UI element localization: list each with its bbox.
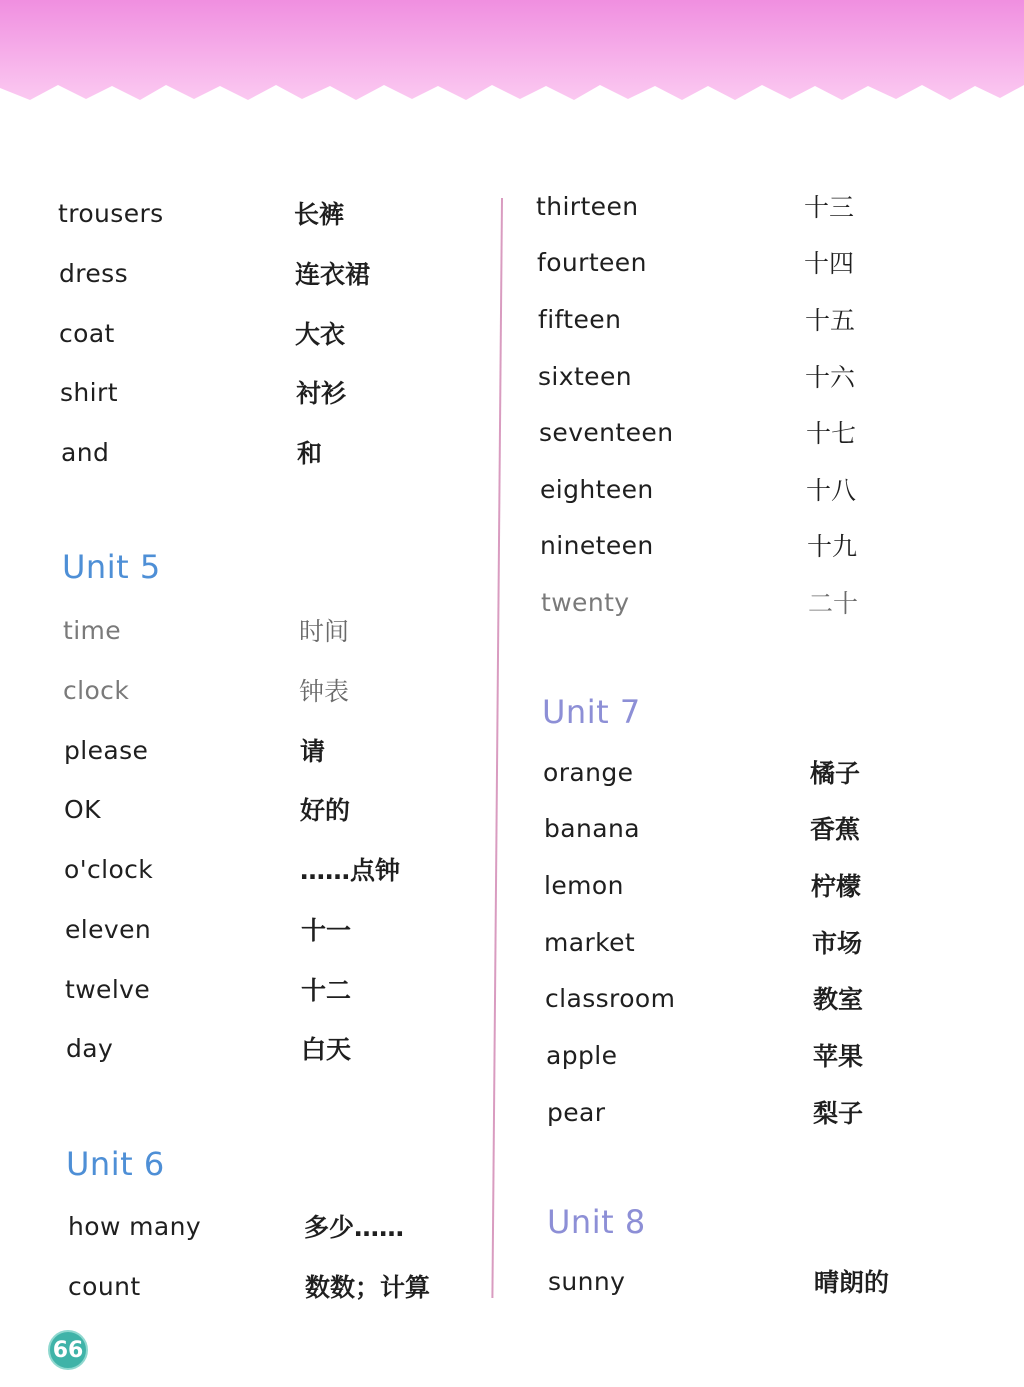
word-row	[538, 299, 856, 339]
unit-heading: Unit 7	[542, 693, 641, 731]
word-row	[64, 789, 351, 829]
word-english: twenty	[541, 587, 630, 617]
word-english: coat	[59, 318, 115, 348]
word-chinese: 十三	[804, 193, 855, 222]
word-english: pear	[547, 1097, 606, 1127]
word-chinese: 白天	[301, 1035, 352, 1064]
word-chinese: 十一	[301, 916, 352, 945]
word-chinese: 十九	[807, 532, 858, 561]
word-chinese: 梨子	[813, 1099, 864, 1128]
word-row	[65, 909, 352, 949]
word-row	[63, 670, 350, 710]
word-row	[63, 610, 350, 650]
word-english: sunny	[548, 1266, 626, 1296]
word-chinese: 十七	[806, 419, 857, 448]
word-english: OK	[64, 794, 101, 824]
word-english: classroom	[545, 983, 676, 1013]
word-row	[539, 412, 857, 452]
word-row	[547, 1092, 864, 1132]
word-chinese: 苹果	[813, 1042, 864, 1071]
word-english: shirt	[60, 377, 118, 407]
word-english: sixteen	[538, 361, 632, 391]
word-english: twelve	[65, 974, 151, 1004]
word-chinese: 柠檬	[811, 872, 862, 901]
word-row	[68, 1206, 405, 1246]
word-chinese: 十八	[806, 476, 857, 505]
word-row	[544, 808, 861, 848]
word-chinese: 市场	[812, 929, 863, 958]
word-chinese: ……点钟	[300, 856, 401, 885]
word-chinese: 十五	[805, 306, 856, 335]
word-row	[64, 849, 401, 889]
word-chinese: 大衣	[295, 320, 346, 349]
word-english: lemon	[544, 870, 624, 900]
word-english: seventeen	[539, 417, 674, 447]
word-english: eighteen	[540, 474, 654, 504]
word-english: trousers	[58, 198, 164, 228]
word-english: banana	[544, 813, 640, 843]
word-chinese: 和	[297, 439, 323, 468]
word-chinese: 二十	[808, 589, 859, 618]
word-english: eleven	[65, 914, 152, 944]
word-row	[544, 922, 863, 962]
unit-heading: Unit 8	[547, 1203, 646, 1241]
word-english: fourteen	[537, 247, 647, 277]
word-english: how many	[68, 1211, 202, 1241]
word-chinese: 香蕉	[810, 815, 861, 844]
word-row	[61, 432, 323, 472]
word-english: count	[68, 1271, 141, 1301]
word-row	[537, 242, 855, 282]
word-row	[66, 1028, 352, 1068]
word-english: o'clock	[64, 854, 154, 884]
word-chinese: 教室	[813, 985, 864, 1014]
word-english: clock	[63, 675, 130, 705]
word-row	[64, 730, 326, 770]
word-chinese: 晴朗的	[814, 1268, 890, 1297]
word-english: dress	[59, 258, 129, 288]
word-chinese: 连衣裙	[295, 260, 371, 289]
word-row	[548, 1261, 890, 1301]
word-english: market	[544, 927, 636, 957]
column-divider	[491, 198, 502, 1298]
word-chinese: 十六	[805, 363, 856, 392]
word-chinese: 衬衫	[296, 379, 347, 408]
word-row	[544, 865, 862, 905]
right-column	[512, 0, 982, 1387]
word-chinese: 橘子	[810, 759, 861, 788]
word-english: fifteen	[538, 304, 622, 334]
word-row	[546, 1035, 864, 1075]
word-english: time	[63, 615, 122, 645]
word-chinese: 数数；计算	[305, 1273, 431, 1302]
word-chinese: 钟表	[299, 677, 350, 706]
word-row	[541, 582, 859, 622]
page-number-badge: 66	[48, 1330, 88, 1370]
word-row	[545, 978, 864, 1018]
word-row	[540, 525, 858, 565]
word-english: day	[66, 1033, 114, 1063]
word-english: and	[61, 437, 110, 467]
left-column	[0, 0, 470, 1387]
word-row	[58, 193, 345, 233]
word-row	[60, 372, 347, 412]
word-english: thirteen	[536, 191, 639, 221]
word-row	[540, 469, 857, 509]
word-english: apple	[546, 1040, 618, 1070]
word-row	[65, 969, 352, 1009]
word-row	[59, 253, 371, 293]
word-row	[59, 313, 346, 353]
unit-heading: Unit 5	[62, 548, 161, 586]
word-chinese: 十二	[301, 976, 352, 1005]
word-row	[68, 1266, 431, 1306]
word-english: nineteen	[540, 530, 654, 560]
word-chinese: 时间	[299, 617, 350, 646]
word-row	[536, 186, 855, 226]
word-english: orange	[543, 757, 634, 787]
word-chinese: 好的	[300, 796, 351, 825]
word-row	[543, 752, 861, 792]
word-chinese: 多少……	[304, 1213, 405, 1242]
word-chinese: 十四	[804, 249, 855, 278]
word-chinese: 请	[300, 737, 326, 766]
word-english: please	[64, 735, 149, 765]
word-chinese: 长裤	[294, 200, 345, 229]
word-row	[538, 356, 856, 396]
unit-heading: Unit 6	[66, 1145, 165, 1183]
